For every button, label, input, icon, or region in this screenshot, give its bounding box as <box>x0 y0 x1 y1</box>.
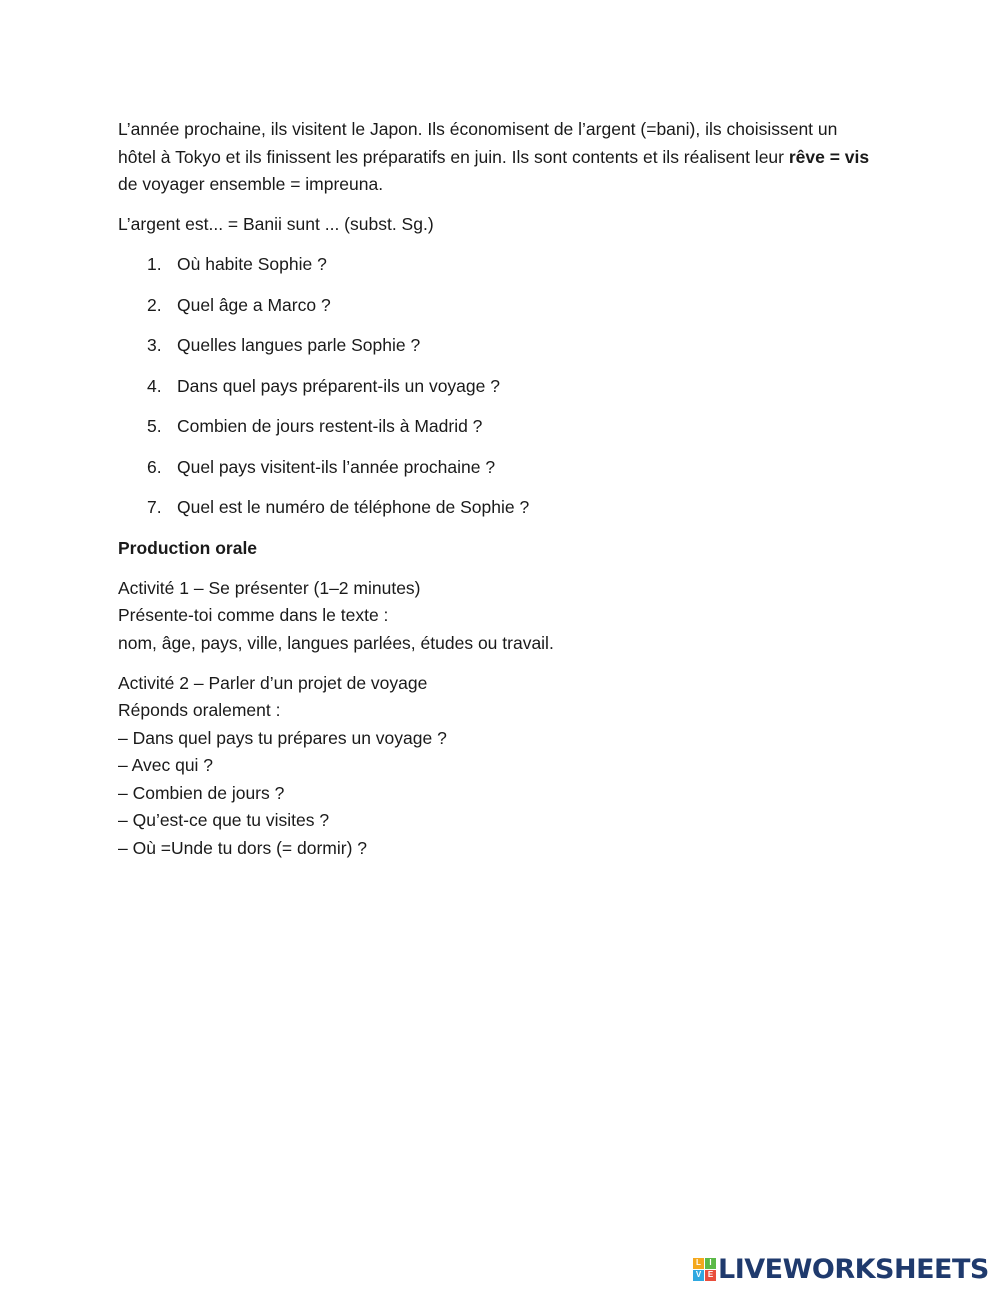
activity-1-line-1: Présente-toi comme dans le texte : <box>118 605 389 625</box>
question-number: 1. <box>147 254 162 274</box>
paragraph-bold-term: rêve = vis <box>788 146 870 167</box>
paragraph-story <box>118 116 878 199</box>
vocab-note: L’argent est... = Banii sunt ... (subst. Sg.) <box>118 214 434 234</box>
question-text: Quel âge a Marco ? <box>177 294 331 315</box>
paragraph-text-a: L’année prochaine, ils visitent le Japon. Ils économisent de l’argent (=bani), ils choisissent un hôtel à Tokyo et ils finissent les préparatifs en juin. Ils sont contents et ils réalisent leur <box>118 119 838 167</box>
logo-text: LIVEWORKSHEETS <box>718 1253 989 1285</box>
question-text: Quel pays visitent-ils l’année prochaine ? <box>177 456 496 477</box>
question-number: 4. <box>147 375 162 396</box>
activity-2-line-1: Réponds oralement : <box>118 700 281 720</box>
worksheet-page <box>118 116 878 875</box>
activity-1-line-2: nom, âge, pays, ville, langues parlées, études ou travail. <box>118 632 554 653</box>
logo-mark-letter: E <box>705 1270 716 1281</box>
question-number: 3. <box>147 335 162 355</box>
question-number: 2. <box>147 294 162 315</box>
activity-2-title: Activité 2 – Parler d’un projet de voyage <box>118 672 428 693</box>
questions-list <box>118 251 878 522</box>
list-item <box>118 292 878 320</box>
logo-mark-letter: I <box>705 1258 716 1269</box>
logo-mark-icon <box>693 1258 716 1281</box>
question-text: Combien de jours restent-ils à Madrid ? <box>177 416 483 436</box>
paragraph-text-b: de voyager ensemble = impreuna. <box>118 174 384 194</box>
logo-mark-letter: V <box>693 1270 704 1281</box>
activity-2-item: – Avec qui ? <box>118 755 214 775</box>
activity-1-title: Activité 1 – Se présenter (1–2 minutes) <box>118 577 421 598</box>
liveworksheets-logo <box>693 1253 989 1285</box>
question-text: Où habite Sophie ? <box>177 254 327 274</box>
activity-2-item: – Combien de jours ? <box>118 782 285 803</box>
list-item <box>118 373 878 401</box>
list-item <box>118 413 878 441</box>
question-text: Quel est le numéro de téléphone de Sophie ? <box>177 497 530 517</box>
activity-2-item: – Dans quel pays tu prépares un voyage ? <box>118 727 447 748</box>
section-title-text: Production orale <box>118 537 258 558</box>
question-text: Dans quel pays préparent-ils un voyage ? <box>177 375 500 396</box>
activity-2-item: – Qu’est-ce que tu visites ? <box>118 810 330 830</box>
question-number: 6. <box>147 456 162 477</box>
question-number: 7. <box>147 497 162 517</box>
list-item <box>118 454 878 482</box>
section-title <box>118 535 878 563</box>
list-item <box>118 332 878 360</box>
question-text: Quelles langues parle Sophie ? <box>177 335 421 355</box>
logo-mark-letter: L <box>693 1258 704 1269</box>
list-item <box>118 494 878 522</box>
activity-2-item: – Où =Unde tu dors (= dormir) ? <box>118 837 367 858</box>
question-number: 5. <box>147 416 162 436</box>
list-item <box>118 251 878 279</box>
